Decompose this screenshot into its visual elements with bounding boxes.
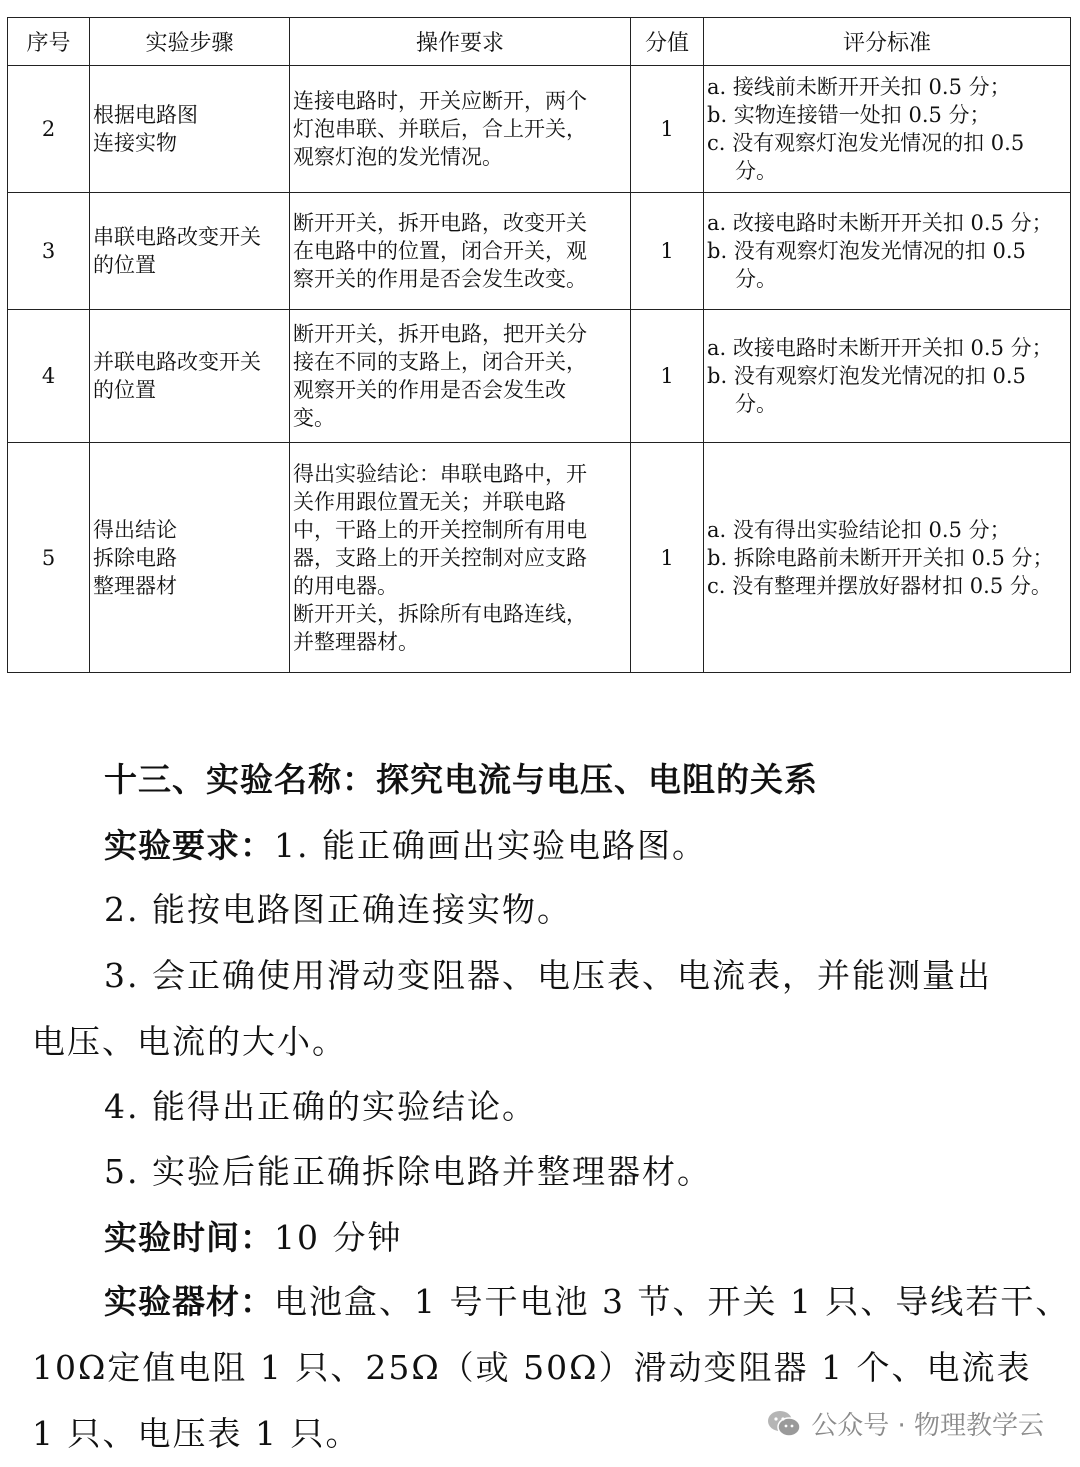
row-operation: 断开开关，拆开电路，把开关分 接在不同的支路上，闭合开关， 观察开关的作用是否会发生改 变。 [290,310,631,443]
row-step: 并联电路改变开关 的位置 [90,310,290,443]
equipment-line-3: 1 只、电压表 1 只。 [32,1414,361,1453]
header-operation: 操作要求 [290,18,631,66]
row-criteria: a. 接线前未断开开关扣 0.5 分； b. 实物连接错一处扣 0.5 分； c. 没有观察灯泡发光情况的扣 0.5 分。 [704,66,1071,193]
requirement-line-3-cont: 电压、电流的大小。 [32,1022,347,1061]
row-no: 3 [8,193,90,310]
row-step: 根据电路图 连接实物 [90,66,290,193]
header-step: 实验步骤 [90,18,290,66]
requirement-line-3: 3. 会正确使用滑动变阻器、电压表、电流表，并能测量出 [104,956,992,995]
wechat-icon [767,1409,801,1439]
section-heading: 十三、实验名称：探究电流与电压、电阻的关系 [104,760,818,799]
row-no: 2 [8,66,90,193]
header-score: 分值 [631,18,704,66]
row-score: 1 [631,193,704,310]
equipment-line-1: 实验器材：电池盒、1 号干电池 3 节、开关 1 只、导线若干、 [104,1282,1071,1321]
table-row [8,66,1071,193]
requirement-line-4: 4. 能得出正确的实验结论。 [104,1087,537,1126]
table-row [8,310,1071,443]
time-value: 10 分钟 [274,1218,403,1257]
requirement-line-1: 实验要求：1. 能正确画出实验电路图。 [104,826,707,865]
row-operation: 连接电路时，开关应断开，两个 灯泡串联、并联后，合上开关， 观察灯泡的发光情况。 [290,66,631,193]
equipment-line-2: 10Ω定值电阻 1 只、25Ω（或 50Ω）滑动变阻器 1 个、电流表 [32,1348,1032,1387]
equipment-label: 实验器材： [104,1282,274,1321]
row-operation: 得出实验结论：串联电路中，开 关作用跟位置无关；并联电路 中，干路上的开关控制所有用电 器，支路上的开关控制对应支路 的用电器。 断开开关，拆除所有电路连线， 并整理器材。 [290,443,631,673]
watermark-text: 公众号 · 物理教学云 [811,1411,1044,1441]
requirement-line-5: 5. 实验后能正确拆除电路并整理器材。 [104,1152,712,1191]
time-label: 实验时间： [104,1218,274,1257]
row-criteria: a. 改接电路时未断开开关扣 0.5 分； b. 没有观察灯泡发光情况的扣 0.5 分。 [704,193,1071,310]
row-no: 5 [8,443,90,673]
row-operation: 断开开关，拆开电路，改变开关 在电路中的位置，闭合开关，观 察开关的作用是否会发生改变。 [290,193,631,310]
watermark [767,1405,1044,1442]
row-score: 1 [631,443,704,673]
row-step: 串联电路改变开关 的位置 [90,193,290,310]
row-criteria: a. 改接电路时未断开开关扣 0.5 分； b. 没有观察灯泡发光情况的扣 0.5 分。 [704,310,1071,443]
table-row [8,193,1071,310]
row-criteria: a. 没有得出实验结论扣 0.5 分； b. 拆除电路前未断开开关扣 0.5 分； c. 没有整理并摆放好器材扣 0.5 分。 [704,443,1071,673]
row-step: 得出结论 拆除电路 整理器材 [90,443,290,673]
table-row [8,443,1071,673]
scoring-table [7,17,1071,673]
table-header-row [8,18,1071,66]
requirement-line-2: 2. 能按电路图正确连接实物。 [104,890,572,929]
header-criteria: 评分标准 [704,18,1071,66]
requirements-label: 实验要求： [104,826,274,865]
header-no: 序号 [8,18,90,66]
time-line [104,1218,402,1258]
row-no: 4 [8,310,90,443]
row-score: 1 [631,310,704,443]
row-score: 1 [631,66,704,193]
